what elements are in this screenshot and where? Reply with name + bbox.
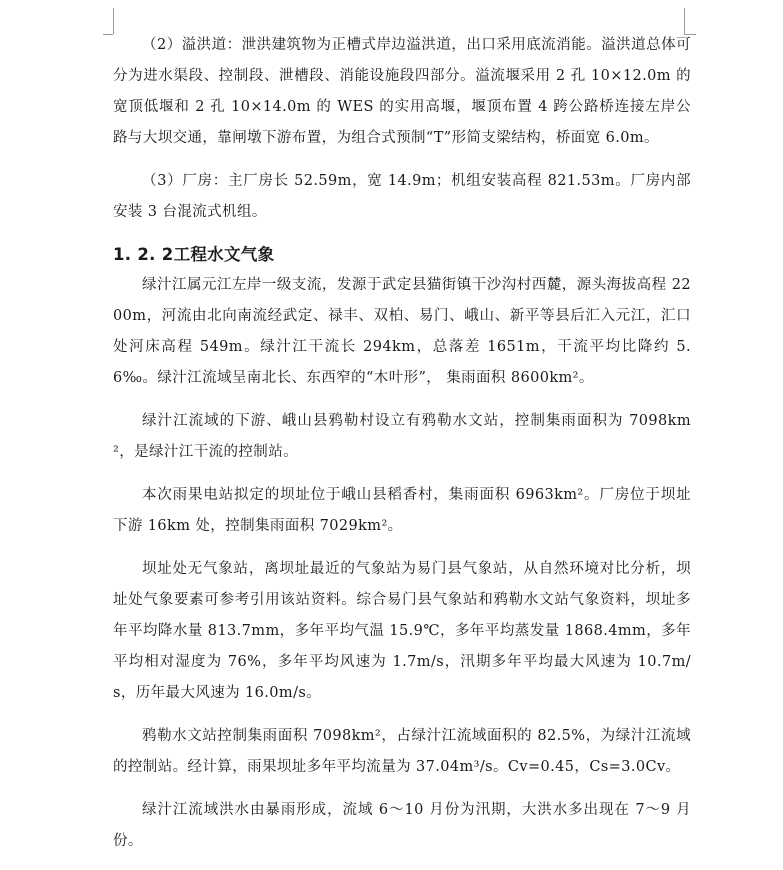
section-heading: 1. 2. 2工程水文气象 xyxy=(113,245,275,264)
document-body xyxy=(113,30,691,869)
paragraph-meteorology: 坝址处无气象站，离坝址最近的气象站为易门县气象站，从自然环境对比分析，坝址处气象要素可参考引用该站资料。综合易门县气象站和鸦勒水文站气象资料，坝址多年平均降水量 813.7mm，多年平均气温 15.9℃，多年平均蒸发量 1868.4mm，多年平均相对湿度为 76%，多年平均风速为 1.7m/s，汛期多年平均最大风速为 10.7m/s，历年最大风速为 16.0m/s。 xyxy=(113,561,691,701)
paragraph-river-overview: 绿汁江属元江左岸一级支流，发源于武定县猫街镇干沙沟村西麓，源头海拔高程 2200m，河流由北向南流经武定、禄丰、双柏、易门、峨山、新平等县后汇入元江，汇口处河床高程 549m。绿汁江干流长 294km，总落差 1651m，干流平均比降约 5.6‰。绿汁江流域呈南北长、东西窄的“木叶形”， 集雨面积 8600km²。 xyxy=(113,277,691,386)
paragraph-spillway: （2）溢洪道：泄洪建筑物为正槽式岸边溢洪道，出口采用底流消能。溢洪道总体可分为进水渠段、控制段、泄槽段、消能设施段四部分。溢流堰采用 2 孔 10×12.0m 的宽顶低堰和 2 孔 10×14.0m 的 WES 的实用高堰，堰顶布置 4 跨公路桥连接左岸公路与大坝交通，靠闸墩下游布置，为组合式预制“T”形简支梁结构，桥面宽 6.0m。 xyxy=(113,37,691,146)
paragraph-flood: 绿汁江流域洪水由暴雨形成，流域 6～10 月份为汛期，大洪水多出现在 7～9 月份。 xyxy=(113,802,691,849)
paragraph-powerhouse: （3）厂房：主厂房长 52.59m，宽 14.9m；机组安装高程 821.53m。厂房内部安装 3 台混流式机组。 xyxy=(113,173,691,220)
paragraph-hydrological-station: 绿汁江流域的下游、峨山县鸦勒村设立有鸦勒水文站，控制集雨面积为 7098km²，是绿汁江干流的控制站。 xyxy=(113,413,691,460)
paragraph-runoff: 鸦勒水文站控制集雨面积 7098km²，占绿汁江流域面积的 82.5%，为绿汁江流域的控制站。经计算，雨果坝址多年平均流量为 37.04m³/s。Cv=0.45，Cs=3.0Cv。 xyxy=(113,728,691,775)
paragraph-dam-site: 本次雨果电站拟定的坝址位于峨山县稻香村，集雨面积 6963km²。厂房位于坝址下游 16km 处，控制集雨面积 7029km²。 xyxy=(113,487,691,534)
